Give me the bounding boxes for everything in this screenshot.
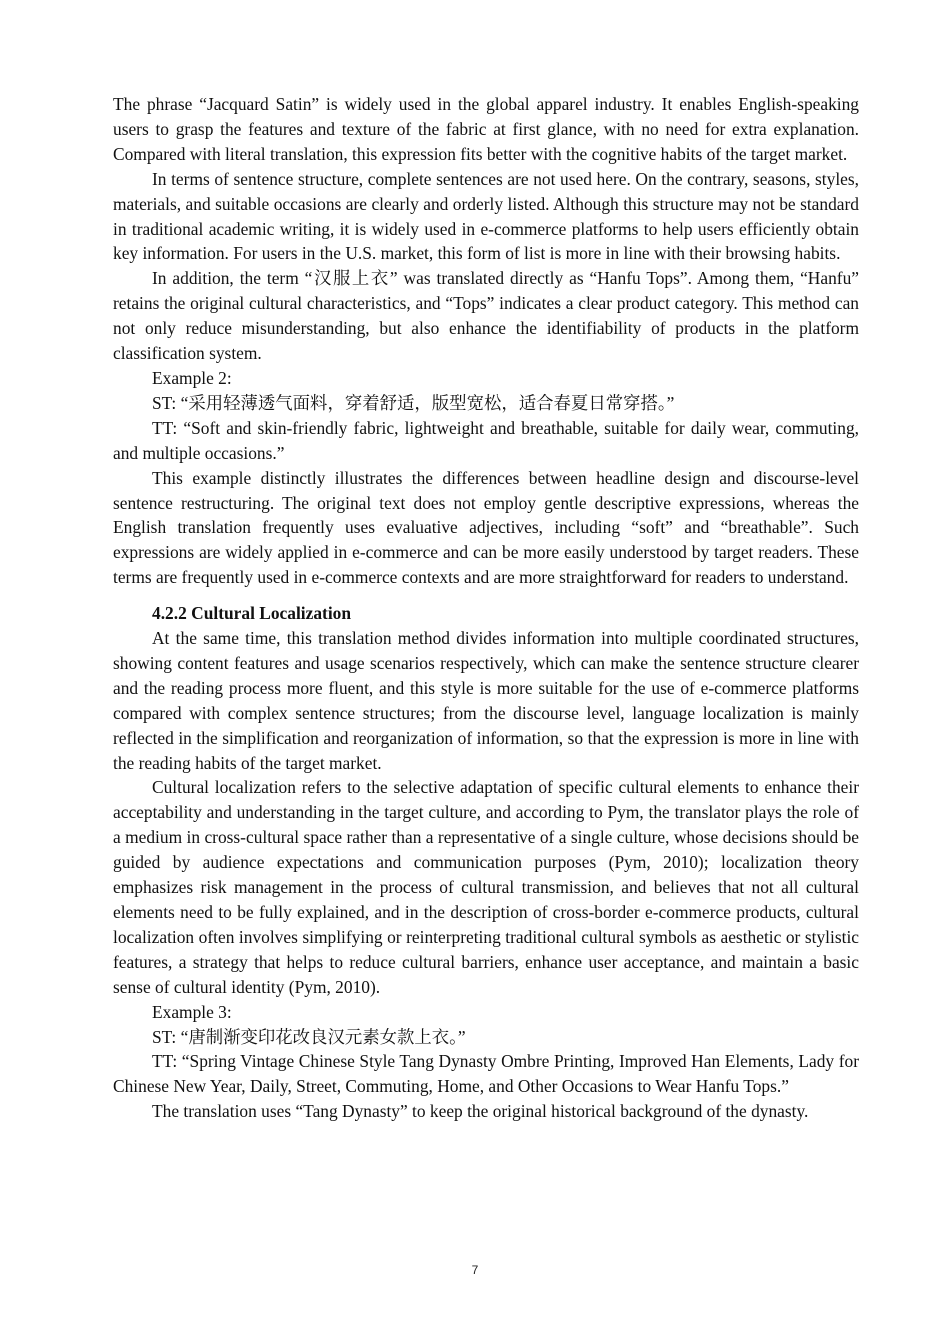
paragraph-hanfu-tops: In addition, the term “汉服上衣” was translated directly as “Hanfu Tops”. Among them, “Hanfu” retains the original cultural characteristics, and “Tops” indicates a clear product category. This method can not only reduce misunderstanding, but also enhance the identifiability of products in the platform classification system.: [113, 268, 859, 364]
paragraph-jacquard-satin: The phrase “Jacquard Satin” is widely used in the global apparel industry. It enables English-speaking users to grasp the features and texture of the fabric at first glance, with no need for extra explanation. Compared with literal translation, this expression fits better with the cognitive habits of the target market.: [113, 94, 859, 164]
example-2-analysis: This example distinctly illustrates the differences between headline design and discourse-level sentence restructuring. The original text does not employ gentle descriptive expressions, whereas the English translation frequently uses evaluative adjectives, including “soft” and “breathable”. Such expressions are widely applied in e-commerce and can be more easily understood by target readers. These terms are frequently used in e-commerce contexts and are more straightforward for readers to understand.: [113, 467, 859, 588]
page-number: 7: [471, 1263, 479, 1277]
example-2-target-text: TT: “Soft and skin-friendly fabric, lightweight and breathable, suitable for daily wear, commuting, and multiple occasions.”: [113, 417, 859, 463]
example-3-analysis: The translation uses “Tang Dynasty” to keep the original historical background of the dynasty.: [152, 1101, 809, 1122]
example-2-label: Example 2:: [152, 367, 232, 388]
example-3-target-text: TT: “Spring Vintage Chinese Style Tang Dynasty Ombre Printing, Improved Han Elements, Lady for Chinese New Year, Daily, Street, Commuting, Home, and Other Occasions to Wear Hanfu Tops.”: [113, 1051, 859, 1097]
paragraph-language-localization: At the same time, this translation method divides information into multiple coordinated structures, showing content features and usage scenarios respectively, which can make the sentence structure clearer and the reading process more fluent, and this style is more suitable for the use of e-commerce platforms compared with complex sentence structures; from the discourse level, language localization is mainly reflected in the simplification and reorganization of information, so that the expression is more in line with the reading habits of the target market.: [113, 628, 859, 773]
example-3-label: Example 3:: [152, 1001, 232, 1022]
example-3-source-text: ST: “唐制渐变印花改良汉元素女款上衣。”: [152, 1026, 466, 1047]
paragraph-sentence-structure: In terms of sentence structure, complete sentences are not used here. On the contrary, seasons, styles, materials, and suitable occasions are clearly and orderly listed. Although this structure may not be standard in traditional academic writing, it is widely used in e-commerce platforms to help users efficiently obtain key information. For users in the U.S. market, this form of list is more in line with their browsing habits.: [113, 168, 859, 264]
body-text: [113, 92, 859, 1124]
section-heading: 4.2.2 Cultural Localization: [152, 603, 352, 624]
paragraph-cultural-localization: Cultural localization refers to the selective adaptation of specific cultural elements to enhance their acceptability and understanding in the target culture, and according to Pym, the translator plays the role of a medium in cross-cultural space rather than a representative of a single culture, whose decisions should be guided by audience expectations and communication purposes (Pym, 2010); localization theory emphasizes risk management in the process of cultural transmission, and believes that not all cultural elements need to be fully explained, and in the description of cross-border e-commerce products, cultural localization often involves simplifying or reinterpreting traditional cultural symbols as aesthetic or stylistic features, a strategy that helps to reduce cultural barriers, enhance user acceptance, and maintain a basic sense of cultural identity (Pym, 2010).: [113, 777, 859, 997]
example-2-source-text: ST: “采用轻薄透气面料，穿着舒适，版型宽松，适合春夏日常穿搭。”: [152, 392, 675, 413]
